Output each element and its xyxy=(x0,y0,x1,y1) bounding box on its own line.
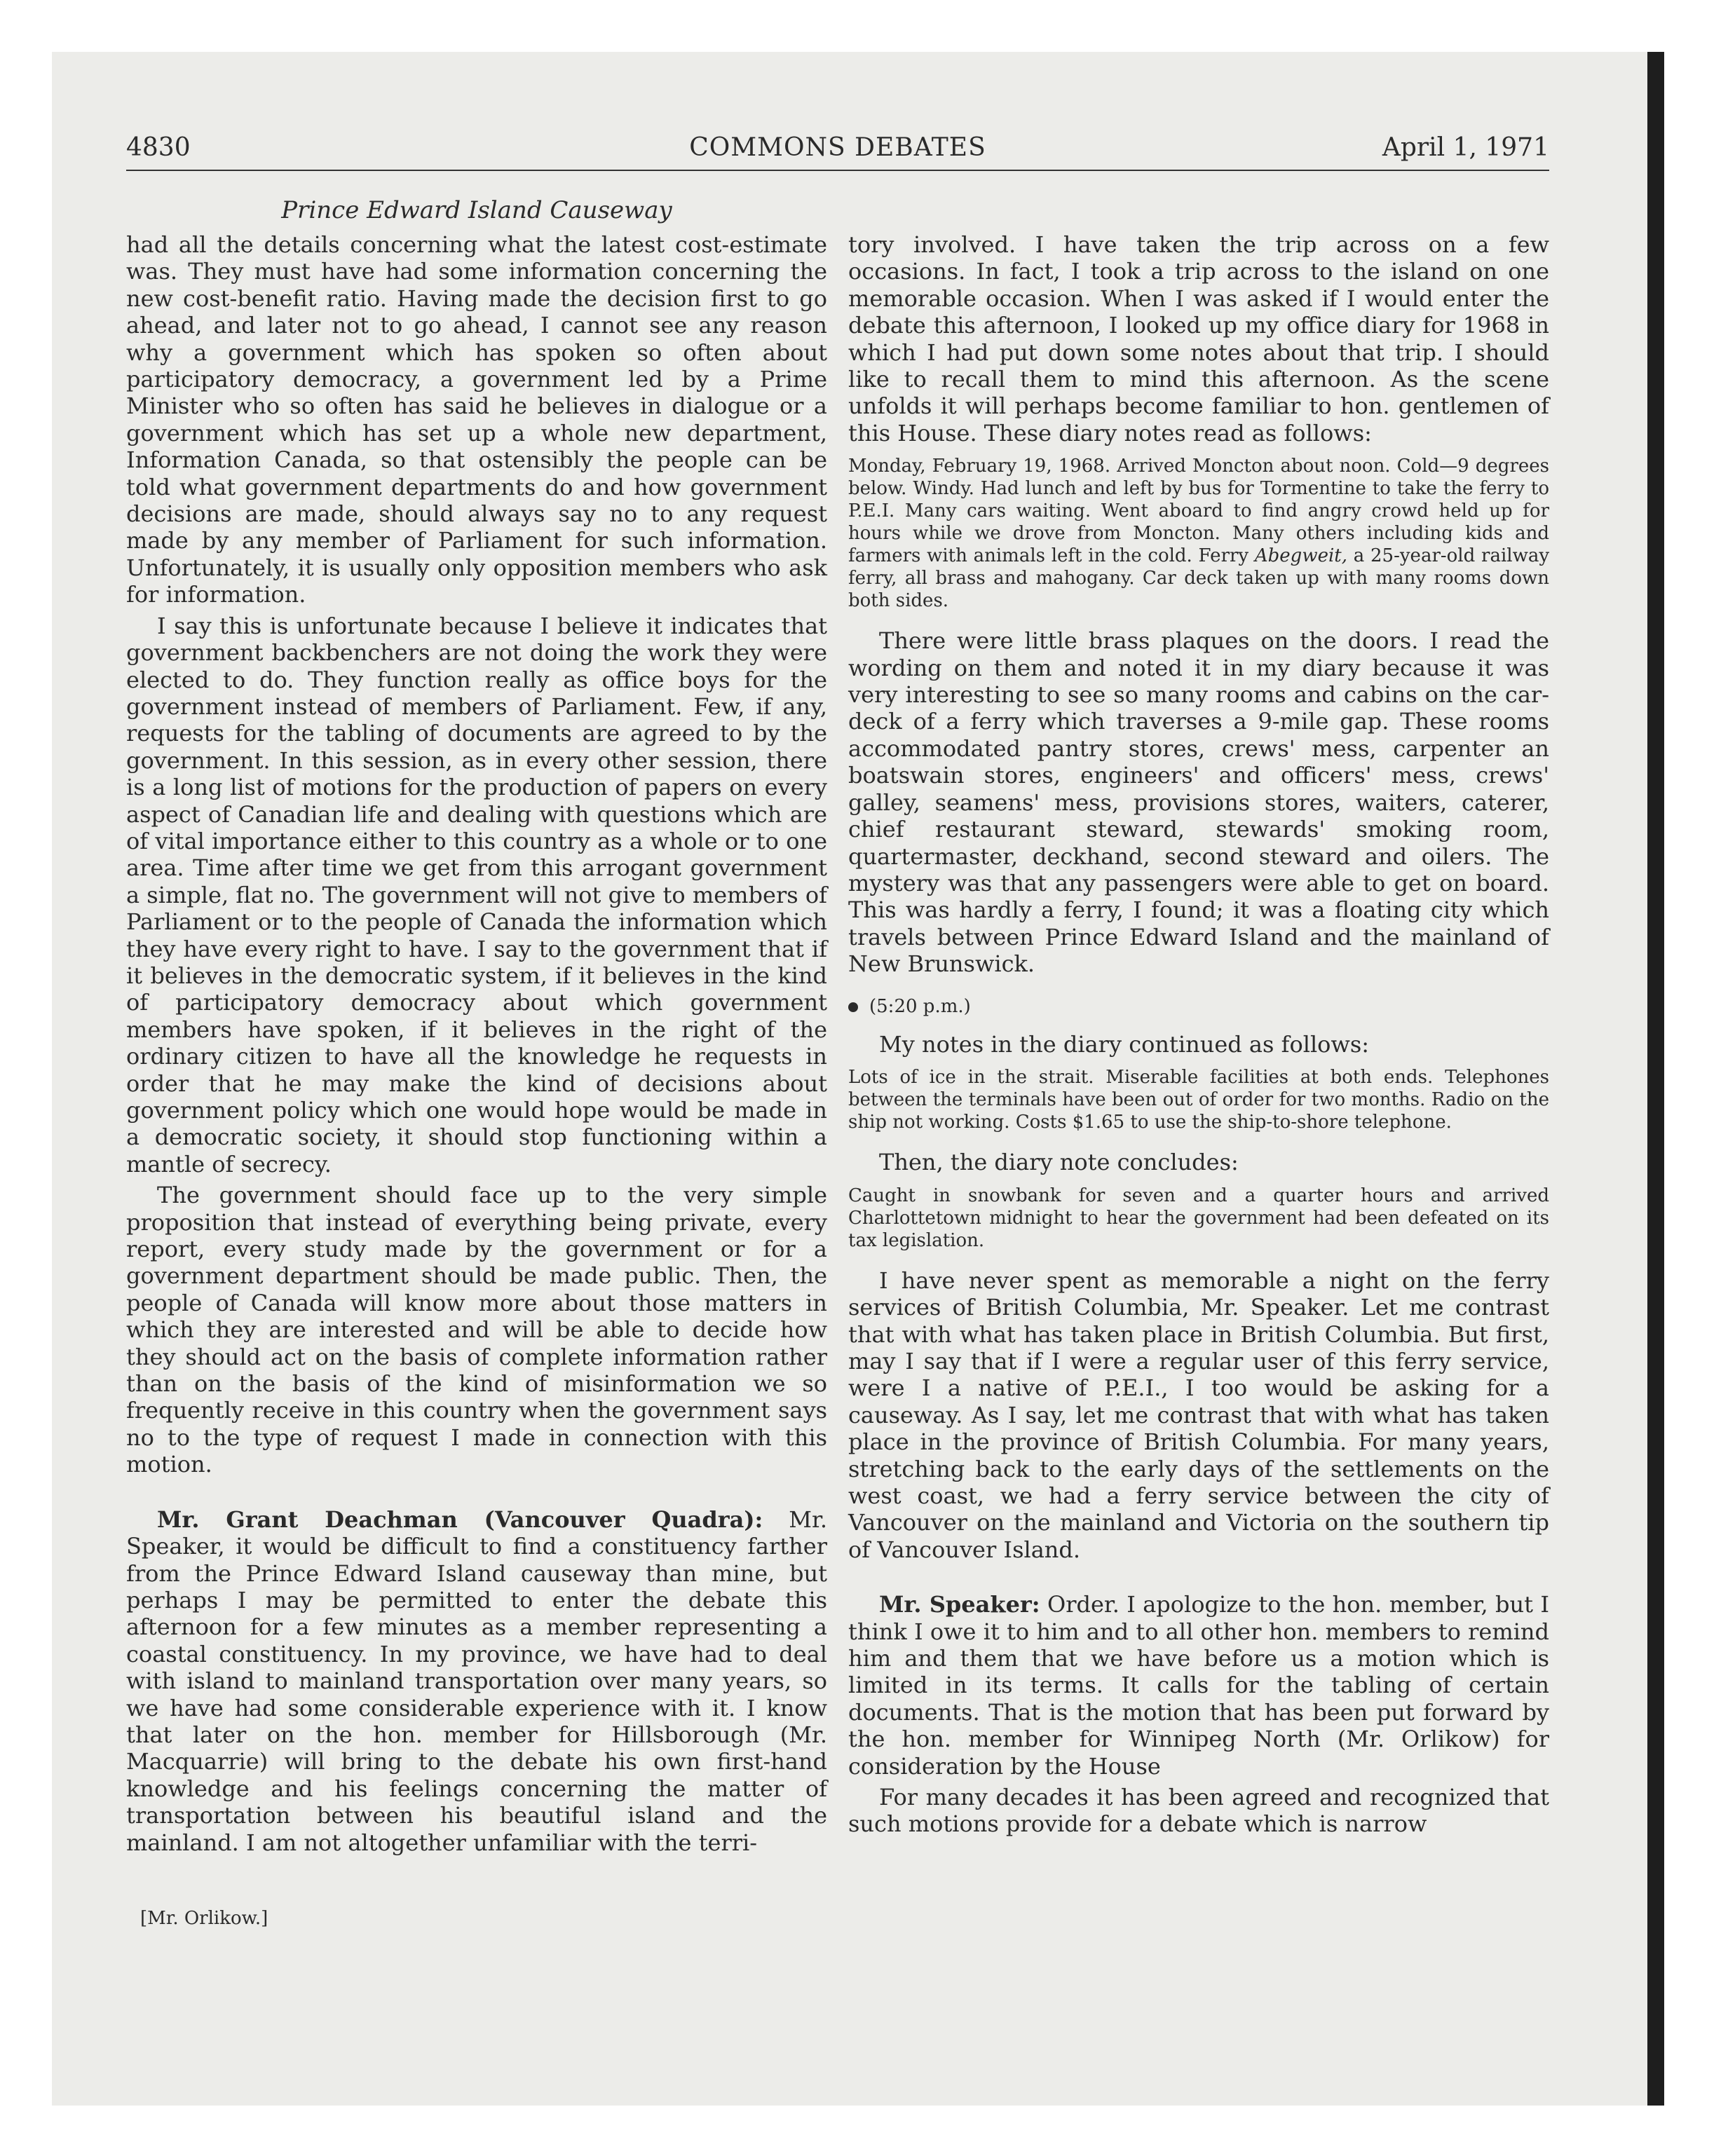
paragraph: had all the details concerning what the latest cost-estimate was. They must have had some information concerning the new cost-benefit ratio. Having made the decision first to go ahead, and later not to go ahead, I cannot see any reason why a government which has spoken so often about participatory democracy, a government led by a Prime Minister who so often has said he believes in dialogue or a government which has set up a whole new department, Information Canada, so that ostensibly the people can be told what government departments do and how government decisions are made, should always say no to any request made by any member of Parliament for such information. Unfortunately, it is usually only opposition members who ask for information. xyxy=(126,231,827,608)
quote-text: Monday, February 19, 1968. Arrived Moncton about noon. Cold—9 degrees below. Windy. Had lunch and left by bus for Tormentine to take the ferry to P.E.I. Many cars waiting. Went aboard to find angry crowd held up for hours while we drove from Moncton. Many others including kids and farmers with animals left in the cold. Ferry xyxy=(848,456,1549,567)
paragraph: I have never spent as memorable a night on the ferry services of British Columbia, Mr. Speaker. Let me contrast that with what has taken place in British Columbia. But first, may I say that if I were a regular user of this ferry service, were I a native of P.E.I., I too would be asking for a causeway. As I say, let me contrast that with what has taken place in the province of British Columbia. For many years, stretching back to the early days of the settlements on the west coast, we had a ferry service between the city of Vancouver on the mainland and Victoria on the southern tip of Vancouver Island. xyxy=(848,1267,1549,1563)
paragraph: Then, the diary note concludes: xyxy=(879,1149,1239,1176)
time-text: (5:20 p.m.) xyxy=(869,995,971,1017)
paragraph: My notes in the diary continued as follows: xyxy=(879,1030,1370,1058)
quote-text: a 25-year-old railway ferry, all brass and mahogany. Car deck taken up with many rooms down both sides. xyxy=(848,545,1550,612)
time-stamp xyxy=(848,993,1549,1020)
section-title: Prince Edward Island Causeway xyxy=(281,196,672,224)
issue-date: April 1, 1971 xyxy=(1382,133,1549,162)
right-column xyxy=(848,231,1549,1838)
page-number: 4830 xyxy=(126,133,191,162)
paragraph: There were little brass plaques on the doors. I read the wording on them and noted it in my diary because it was very interesting to see so many rooms and cabins on the car-deck of a ferry which traverses a 9-mile gap. These rooms accommodated pantry stores, crews' mess, carpenter an boatswain stores, engineers' and officers' mess, crews' galley, seamens' mess, provisions stores, waiters, caterer, chief restaurant steward, stewards' smoking room, quartermaster, deckhand, second steward and oilers. The mystery was that any passengers were able to get on board. This was hardly a ferry, I found; it was a floating city which travels between Prince Edward Island and the mainland of New Brunswick. xyxy=(848,627,1549,978)
page-footer: [Mr. Orlikow.] xyxy=(140,1908,268,1929)
speech-paragraph xyxy=(848,1591,1549,1780)
scan-edge-shadow xyxy=(1647,52,1664,2106)
speech-text: Order. I apologize to the hon. member, but I think I owe it to him and to all other hon. members to remind him and them that we have before us a motion which is limited in its terms. It calls for the tabling of certain documents. That is the motion that has been put forward by the hon. member for Winnipeg North (Mr. Orlikow) for consideration by the House xyxy=(848,1591,1549,1780)
diary-quote xyxy=(848,455,1549,612)
bullet-icon xyxy=(848,1002,858,1012)
speech-text: Mr. Speaker, it would be difficult to find a constituency farther from the Prince Edward Island causeway than mine, but perhaps I may be permitted to enter the debate this afternoon for a few minutes as a member representing a coastal constituency. In my province, we have had to deal with island to mainland transportation over many years, so we have had some considerable experience with it. I know that later on the hon. member for Hillsborough (Mr. Macquarrie) will bring to the debate his own first-hand knowledge and his feelings concerning the matter of transportation between his beautiful island and the mainland. I am not altogether unfamiliar with the terri- xyxy=(126,1506,827,1856)
paragraph: tory involved. I have taken the trip across on a few occasions. In fact, I took a trip across to the island on one memorable occasion. When I was asked if I would enter the debate this afternoon, I looked up my office diary for 1968 in which I had put down some notes about that trip. I should like to recall them to mind this afternoon. As the scene unfolds it will perhaps become familiar to hon. gentlemen of this House. These diary notes read as follows: xyxy=(848,231,1549,446)
speaker-name: Mr. Grant Deachman (Vancouver Quadra): xyxy=(157,1506,763,1533)
ship-name: Abegweit, xyxy=(1254,545,1347,567)
speech-paragraph xyxy=(126,1506,827,1856)
left-column xyxy=(126,231,827,1856)
diary-quote: Lots of ice in the strait. Miserable facilities at both ends. Telephones between the terminals have been out of order for two months. Radio on the ship not working. Costs $1.65 to use the ship-to-shore telephone. xyxy=(848,1067,1549,1133)
page-header xyxy=(126,133,1549,171)
paragraph: For many decades it has been agreed and recognized that such motions provide for a debate which is narrow xyxy=(848,1784,1549,1838)
journal-title: COMMONS DEBATES xyxy=(689,133,986,162)
paragraph: I say this is unfortunate because I believe it indicates that government backbenchers are not doing the work they were elected to do. They function really as office boys for the government instead of members of Parliament. Few, if any, requests for the tabling of documents are agreed to by the government. In this session, as in every other session, there is a long list of motions for the production of papers on every aspect of Canadian life and dealing with questions which are of vital importance either to this country as a whole or to one area. Time after time we get from this arrogant government a simple, flat no. The government will not give to members of Parliament or to the people of Canada the information which they have every right to have. I say to the government that if it believes in the democratic system, if it believes in the kind of participatory democracy about which government members have spoken, if it believes in the right of the ordinary citizen to have all the knowledge he requests in order that he may make the kind of decisions about government policy which one would hope would be made in a democratic society, it should stop functioning within a mantle of secrecy. xyxy=(126,612,827,1178)
diary-quote: Caught in snowbank for seven and a quarter hours and arrived Charlottetown midnight to hear the government had been defeated on its tax legislation. xyxy=(848,1185,1549,1251)
paragraph: The government should face up to the very simple proposition that instead of everything being private, every report, every study made by the government or for a government department should be made public. Then, the people of Canada will know more about those matters in which they are interested and will be able to decide how they should act on the basis of complete information rather than on the basis of the kind of misinformation we so frequently receive in this country when the government says no to the type of request I made in connection with this motion. xyxy=(126,1182,827,1478)
speaker-name: Mr. Speaker: xyxy=(879,1591,1040,1618)
